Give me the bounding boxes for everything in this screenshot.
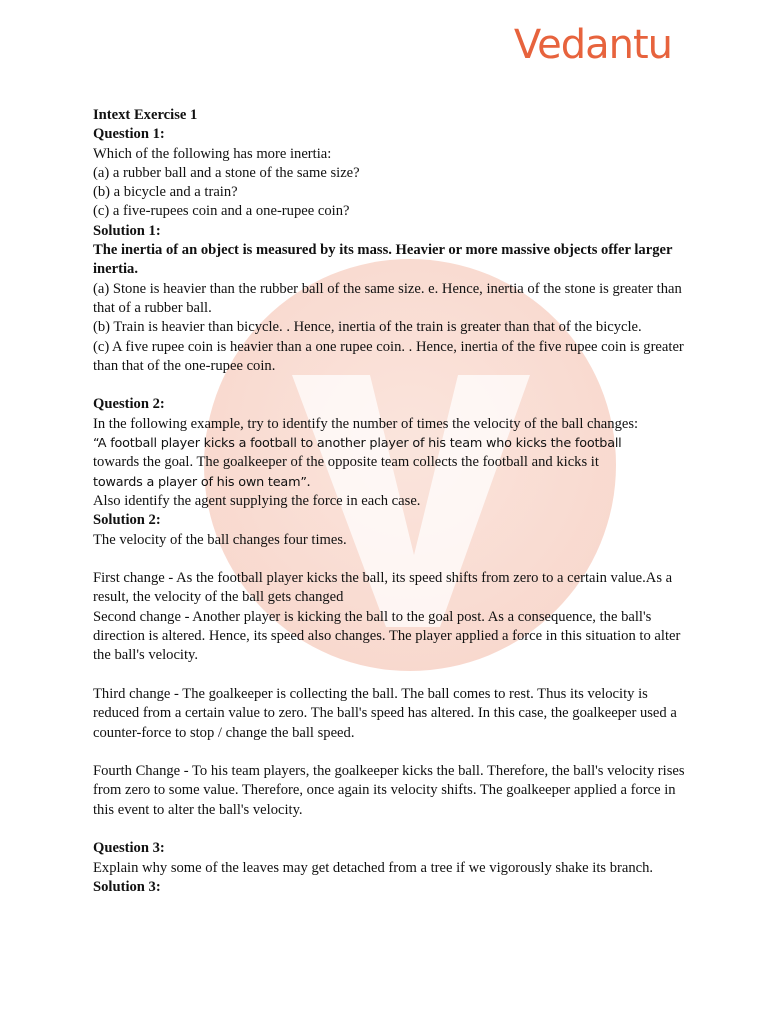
exercise-title: Intext Exercise 1 xyxy=(93,107,198,123)
question-1-option-a: (a) a rubber ball and a stone of the same size? xyxy=(93,164,360,181)
spacer xyxy=(93,376,685,395)
solution-2-change-2: Second change - Another player is kicking the ball to the goal post. As a consequence, the ball's direction is altered. Hence, its speed also changes. The player applied a force in this situation to alter the ball's velocity. xyxy=(93,608,681,664)
question-1-option-b: (b) a bicycle and a train? xyxy=(93,184,238,201)
quote-end: . xyxy=(306,473,311,490)
solution-2-change-3: Third change - The goalkeeper is collecting the ball. The ball comes to rest. Thus its velocity is reduced from a certain value to zero. The ball's speed has altered. In this case, the goalkeeper used a counter-force to stop / change the ball speed. xyxy=(93,685,677,741)
document-body xyxy=(93,106,685,897)
spacer xyxy=(93,743,685,762)
question-3-heading: Question 3: xyxy=(93,840,165,857)
spacer xyxy=(93,666,685,685)
question-2-quote-line-3 xyxy=(93,473,685,492)
solution-2-heading: Solution 2: xyxy=(93,512,161,529)
solution-1-intro: The inertia of an object is measured by its mass. Heavier or more massive objects offer larger inertia. xyxy=(93,242,673,278)
question-2-quote-line-1: “A football player kicks a football to another player of his team who kicks the football xyxy=(93,436,622,452)
question-2-heading: Question 2: xyxy=(93,396,165,413)
vedantu-logo: Vedantu xyxy=(513,22,672,68)
question-1-prompt: Which of the following has more inertia: xyxy=(93,145,332,162)
question-1-heading: Question 1: xyxy=(93,126,165,143)
spacer xyxy=(93,820,685,839)
solution-1-answer-c: (c) A five rupee coin is heavier than a one rupee coin. . Hence, inertia of the five rupee coin is greater than that of the one-rupee coin. xyxy=(93,338,684,374)
question-2-quote-line-2: towards the goal. The goalkeeper of the opposite team collects the football and kicks it xyxy=(93,454,599,471)
solution-1-answer-a: (a) Stone is heavier than the rubber ball of the same size. e. Hence, inertia of the stone is greater than that of a rubber ball. xyxy=(93,280,682,316)
quote-text: towards a player of his own team” xyxy=(93,474,307,490)
question-1-option-c: (c) a five-rupees coin and a one-rupee coin? xyxy=(93,203,350,220)
solution-2-change-4: Fourth Change - To his team players, the goalkeeper kicks the ball. Therefore, the ball's velocity rises from zero to some value. Therefore, once again its velocity shifts. The goalkeeper applied a force in this event to alter the ball's velocity. xyxy=(93,763,685,818)
solution-2-change-1: First change - As the football player kicks the ball, its speed shifts from zero to a certain value.As a result, the velocity of the ball gets changed xyxy=(93,570,673,606)
question-2-prompt: In the following example, try to identify the number of times the velocity of the ball changes: xyxy=(93,415,639,432)
question-3-prompt: Explain why some of the leaves may get detached from a tree if we vigorously shake its branch. xyxy=(93,859,654,876)
solution-2-summary: The velocity of the ball changes four times. xyxy=(93,531,347,548)
question-2-followup: Also identify the agent supplying the force in each case. xyxy=(93,492,421,509)
solution-1-heading: Solution 1: xyxy=(93,222,161,239)
solution-1-answer-b: (b) Train is heavier than bicycle. . Hence, inertia of the train is greater than that of the bicycle. xyxy=(93,319,642,336)
spacer xyxy=(93,550,685,569)
solution-3-heading: Solution 3: xyxy=(93,878,161,895)
